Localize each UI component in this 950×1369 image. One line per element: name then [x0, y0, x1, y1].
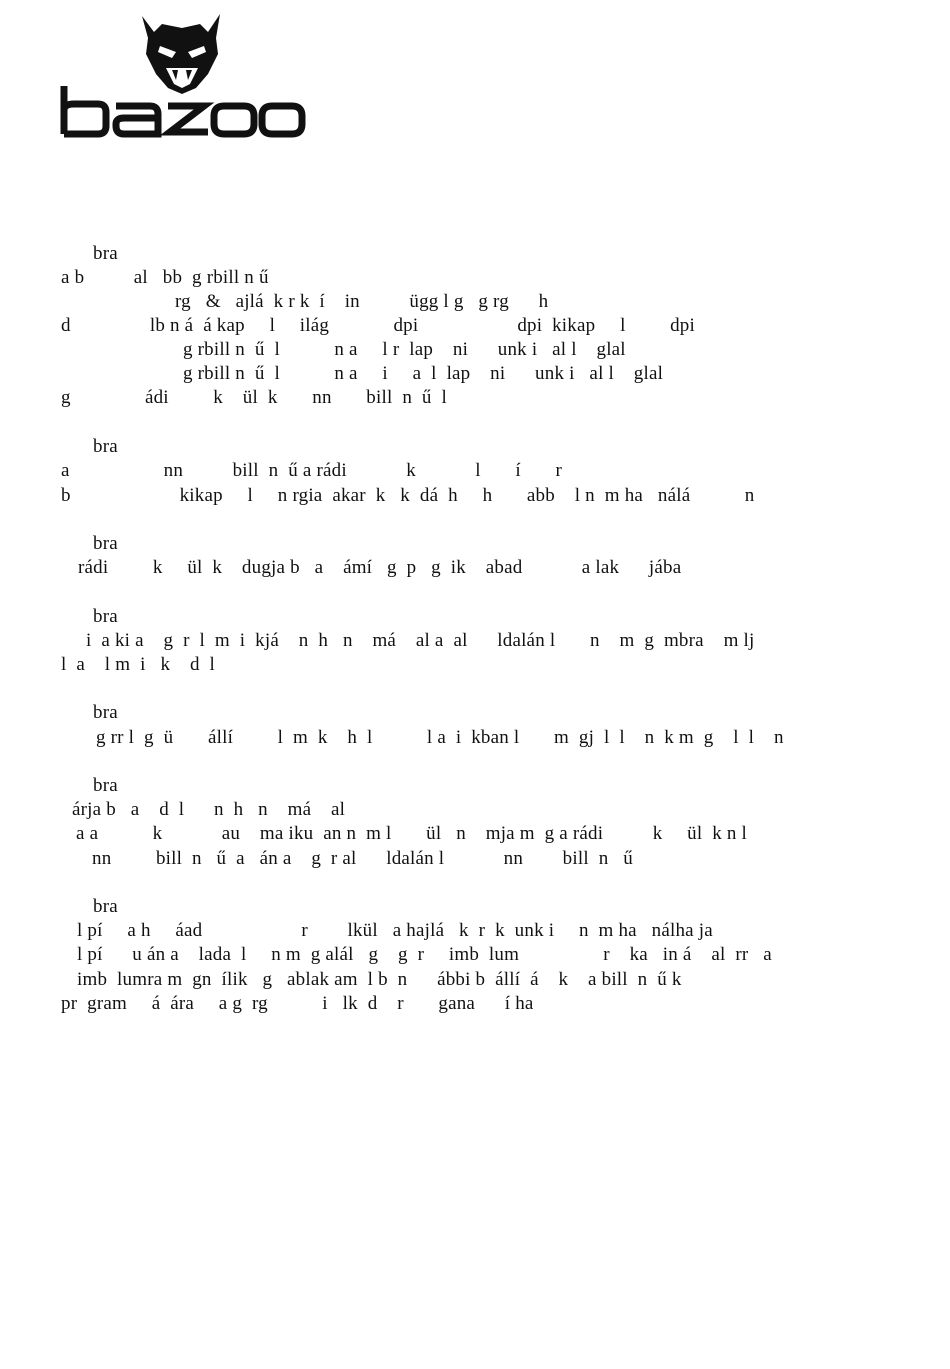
text-line: nn bill n ű a án a g r al ldalán l nn bill n ű: [92, 848, 633, 869]
text-line: rg & ajlá k r k í in ügg l g g rg h: [175, 291, 549, 312]
section-label: bra: [93, 606, 118, 627]
text-line: g rr l g ü állí l m k h l l a i kban l m gj l l n k m g l l n: [96, 727, 784, 748]
text-line: b kikap l n rgia akar k k dá h h abb l n m ha nálá n: [61, 485, 755, 506]
section-label: bra: [93, 533, 118, 554]
section-label: bra: [93, 436, 118, 457]
section-label: bra: [93, 702, 118, 723]
section-label: bra: [93, 896, 118, 917]
text-line: l a l m i k d l: [61, 654, 216, 675]
text-line: rádi k ül k dugja b a ámí g p g ik abad a lak jába: [78, 557, 682, 578]
text-line: g rbill n ű l n a l r lap ni unk i al l glal: [183, 339, 626, 360]
text-line: d lb n á á kap l ilág dpi dpi kikap l dpi: [61, 315, 695, 336]
text-line: a b al bb g rbill n ű: [61, 267, 269, 288]
text-line: imb lumra m gn ílik g ablak am l b n ábbi b állí á k a bill n ű k: [77, 969, 682, 990]
text-line: l pí a h áad r lkül a hajlá k r k unk i n m ha nálha ja: [77, 920, 713, 941]
text-line: a a k au ma iku an n m l ül n mja m g a rádi k ül k n l: [76, 823, 748, 844]
text-line: árja b a d l n h n má al: [72, 799, 346, 820]
bazoo-logo: [58, 8, 306, 138]
text-line: l pí u án a lada l n m g alál g g r imb lum r ka in á al rr a: [77, 944, 772, 965]
section-label: bra: [93, 775, 118, 796]
text-line: g rbill n ű l n a i a l lap ni unk i al l glal: [183, 363, 664, 384]
snake-head-icon: [58, 8, 306, 138]
section-label: bra: [93, 243, 118, 264]
text-line: pr gram á ára a g rg i lk d r gana í ha: [61, 993, 534, 1014]
text-line: i a ki a g r l m i kjá n h n má al a al ldalán l n m g mbra m lj: [86, 630, 755, 651]
text-line: a nn bill n ű a rádi k l í r: [61, 460, 563, 481]
text-line: g ádi k ül k nn bill n ű l: [61, 387, 448, 408]
